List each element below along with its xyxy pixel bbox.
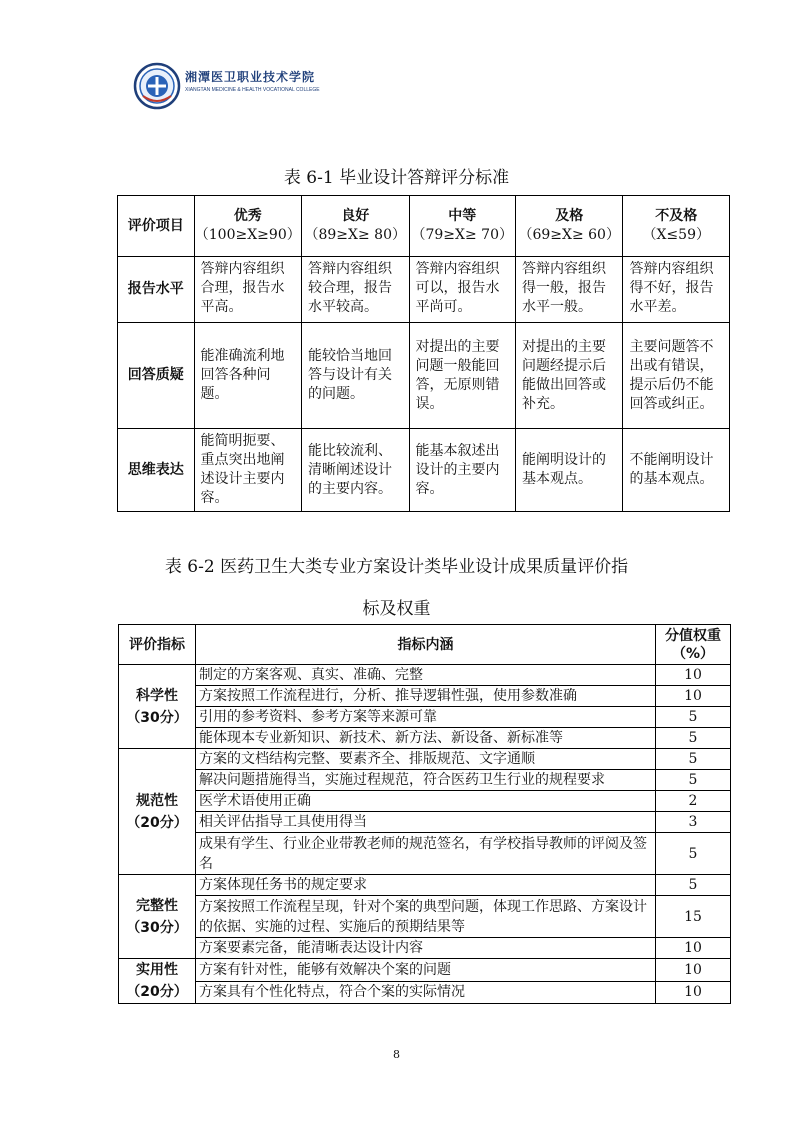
table-row — [119, 770, 731, 791]
weight-cell: 10 — [656, 938, 731, 959]
table-row — [119, 875, 731, 896]
table-row — [119, 791, 731, 812]
college-english-name: XIANGTAN MEDICINE & HEALTH VOCATIONAL COLLEGE — [185, 87, 320, 93]
weight-cell: 5 — [656, 728, 731, 749]
table-row — [118, 257, 730, 323]
content-cell: 能体现本专业新知识、新技术、新方法、新设备、新标准等 — [196, 728, 656, 749]
table2-header-cell: 评价指标 — [119, 625, 196, 665]
table1-header-cell: 优秀 （100≥X≥90） — [194, 196, 302, 257]
table2-header-row — [119, 625, 731, 665]
content-cell: 制定的方案客观、真实、准确、完整 — [196, 665, 656, 686]
weight-cell: 10 — [656, 981, 731, 1004]
table-cell: 能基本叙述出设计的主要内容。 — [409, 429, 515, 512]
college-name: 湘潭医卫职业技术学院 — [185, 70, 316, 84]
table-cell: 能比较流利、清晰阐述设计的主要内容。 — [302, 429, 410, 512]
quality-evaluation-table — [118, 624, 731, 1004]
content-cell: 成果有学生、行业企业带教老师的规范签名，有学校指导教师的评阅及签名 — [196, 833, 656, 875]
content-cell: 相关评估指导工具使用得当 — [196, 812, 656, 833]
category-cell: 完整性 （30分） — [119, 875, 196, 959]
table1-header-cell: 中等 （79≥X≥ 70） — [409, 196, 515, 257]
table-row — [119, 812, 731, 833]
content-cell: 医学术语使用正确 — [196, 791, 656, 812]
table-row — [119, 833, 731, 875]
table2-header-cell: 分值权重（%） — [656, 625, 731, 665]
table1-header-cell: 评价项目 — [118, 196, 195, 257]
content-cell: 方案的文档结构完整、要素齐全、排版规范、文字通顺 — [196, 749, 656, 770]
row-item-cell: 回答质疑 — [118, 323, 195, 429]
table-row — [119, 981, 731, 1004]
table-cell: 答辩内容组织合理，报告水平高。 — [194, 257, 302, 323]
table-cell: 主要问题答不出或有错误，提示后仍不能回答或纠正。 — [623, 323, 730, 429]
table1-header-cell: 及格 （69≥X≥ 60） — [515, 196, 623, 257]
table-cell: 能简明扼要、重点突出地阐述设计主要内容。 — [194, 429, 302, 512]
row-item-cell: 报告水平 — [118, 257, 195, 323]
table1-header-cell: 良好 （89≥X≥ 80） — [302, 196, 410, 257]
weight-cell: 10 — [656, 959, 731, 982]
content-cell: 方案具有个性化特点，符合个案的实际情况 — [196, 981, 656, 1004]
content-cell: 方案有针对性，能够有效解决个案的问题 — [196, 959, 656, 982]
weight-cell: 2 — [656, 791, 731, 812]
content-cell: 方案要素完备，能清晰表达设计内容 — [196, 938, 656, 959]
weight-cell: 5 — [656, 707, 731, 728]
content-cell: 解决问题措施得当，实施过程规范，符合医药卫生行业的规程要求 — [196, 770, 656, 791]
category-cell: 科学性 （30分） — [119, 665, 196, 749]
table1-header-row — [118, 196, 730, 257]
content-cell: 方案按照工作流程进行，分析、推导逻辑性强，使用参数准确 — [196, 686, 656, 707]
table-row — [119, 686, 731, 707]
page-number: 8 — [393, 1048, 400, 1061]
weight-cell: 5 — [656, 749, 731, 770]
table-row — [119, 959, 731, 982]
college-logo — [133, 60, 320, 112]
table-cell: 答辩内容组织可以，报告水平尚可。 — [409, 257, 515, 323]
table1-caption: 表 6-1 毕业设计答辩评分标准 — [283, 168, 510, 188]
table2-caption-line2: 标及权重 — [362, 599, 431, 619]
table-cell: 答辩内容组织得不好，报告水平差。 — [623, 257, 730, 323]
table-cell: 对提出的主要问题经提示后能做出回答或补充。 — [515, 323, 623, 429]
content-cell: 方案按照工作流程呈现，针对个案的典型问题，体现工作思路、方案设计的依据、实施的过程、实施后的预期结果等 — [196, 896, 656, 938]
table1-header-cell: 不及格 （X≤59） — [623, 196, 730, 257]
weight-cell: 15 — [656, 896, 731, 938]
table-row — [119, 707, 731, 728]
table-row — [119, 896, 731, 938]
content-cell: 引用的参考资料、参考方案等来源可靠 — [196, 707, 656, 728]
table-cell: 不能阐明设计的基本观点。 — [623, 429, 730, 512]
weight-cell: 10 — [656, 665, 731, 686]
table-row — [118, 323, 730, 429]
table-cell: 对提出的主要问题一般能回答，无原则错误。 — [409, 323, 515, 429]
college-emblem-icon — [133, 62, 181, 110]
defense-scoring-table — [117, 195, 730, 512]
weight-cell: 5 — [656, 875, 731, 896]
table-cell: 能较恰当地回答与设计有关的问题。 — [302, 323, 410, 429]
table-row — [119, 728, 731, 749]
table2-header-cell: 指标内涵 — [196, 625, 656, 665]
content-cell: 方案体现任务书的规定要求 — [196, 875, 656, 896]
weight-cell: 10 — [656, 686, 731, 707]
table-row — [119, 665, 731, 686]
table-row — [119, 749, 731, 770]
category-cell: 规范性 （20分） — [119, 749, 196, 875]
weight-cell: 5 — [656, 770, 731, 791]
weight-cell: 3 — [656, 812, 731, 833]
table-row — [118, 429, 730, 512]
weight-cell: 5 — [656, 833, 731, 875]
table2-caption-line1: 表 6-2 医药卫生大类专业方案设计类毕业设计成果质量评价指 — [164, 557, 629, 577]
table-row — [119, 938, 731, 959]
row-item-cell: 思维表达 — [118, 429, 195, 512]
table-cell: 答辩内容组织较合理，报告水平较高。 — [302, 257, 410, 323]
table-cell: 能阐明设计的基本观点。 — [515, 429, 623, 512]
table-cell: 能准确流利地回答各种问题。 — [194, 323, 302, 429]
table-cell: 答辩内容组织得一般，报告水平一般。 — [515, 257, 623, 323]
category-cell: 实用性 （20分） — [119, 959, 196, 1004]
